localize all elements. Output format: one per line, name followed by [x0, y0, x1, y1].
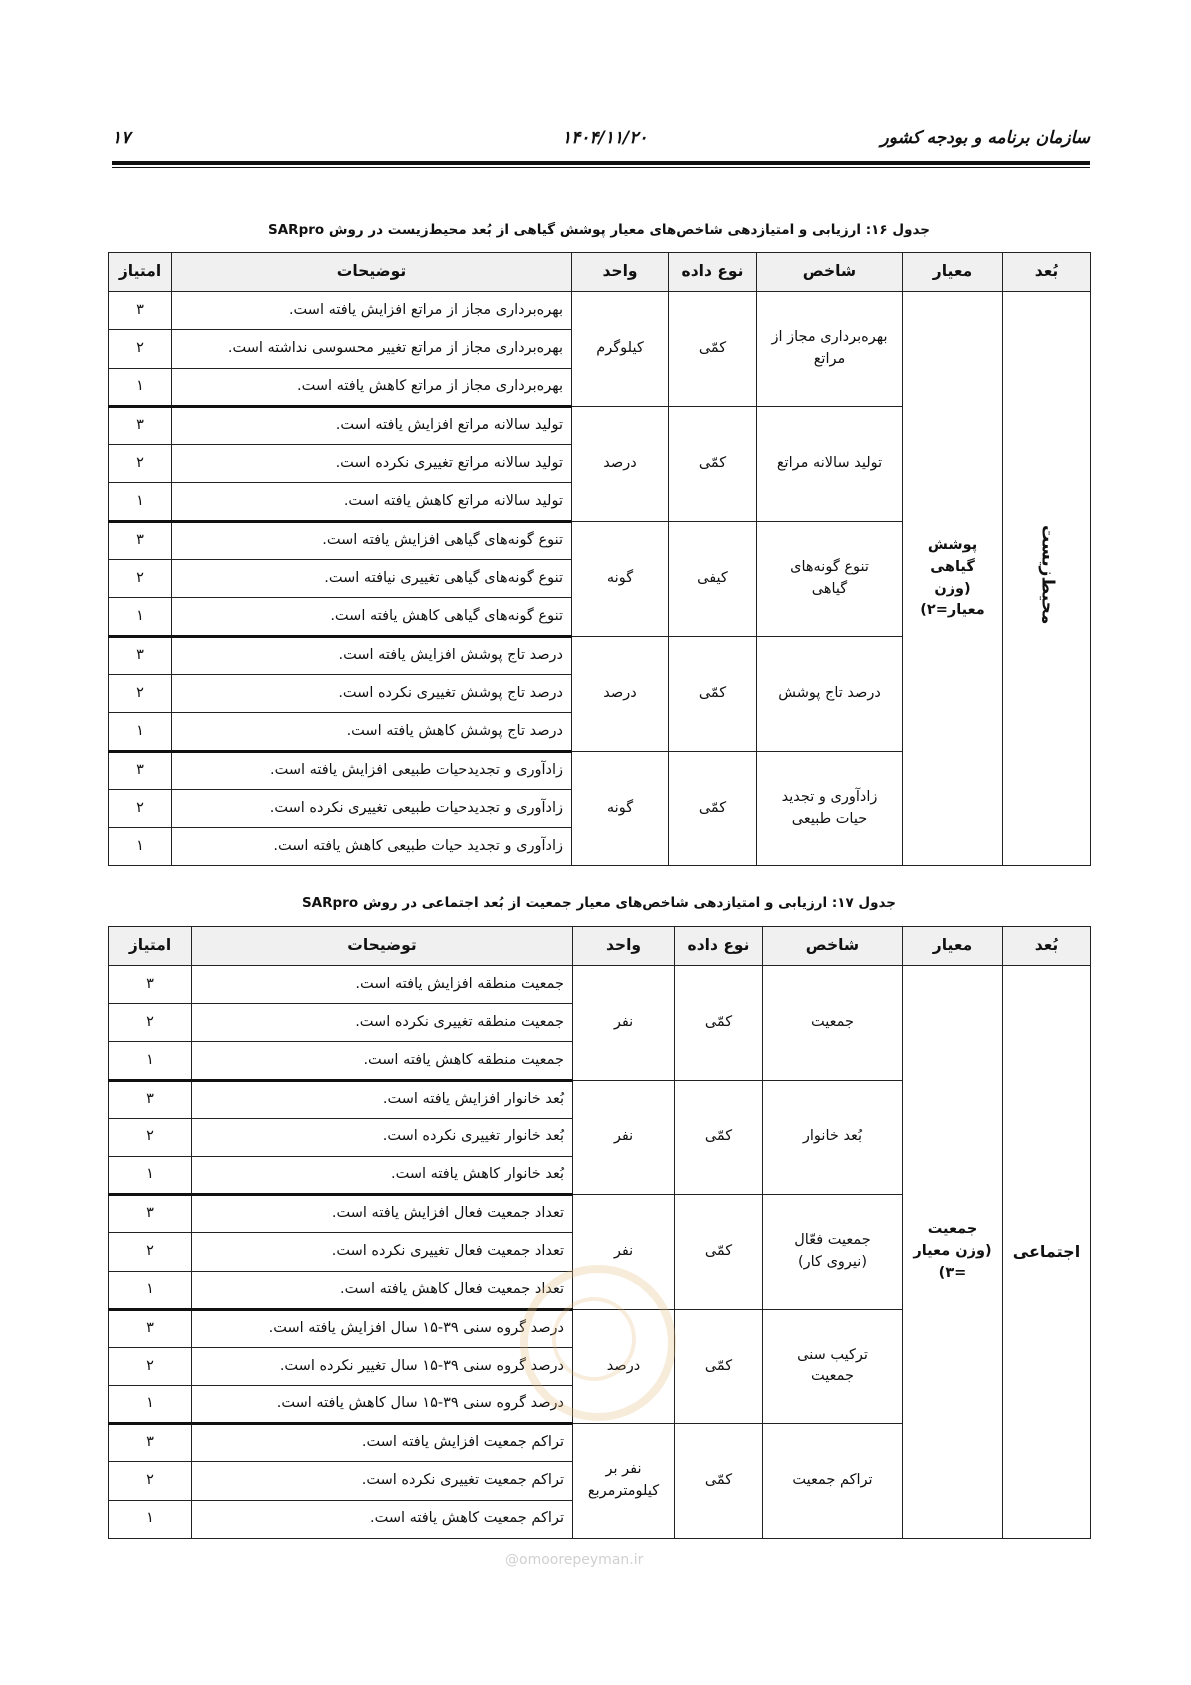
indicator-label: تولید سالانه مراتع: [776, 454, 883, 471]
indicator-label: (نیروی کار): [797, 1253, 867, 1270]
indicator-cell: [763, 1309, 903, 1424]
indicator-cell: [757, 292, 903, 407]
indicator-cell: [763, 1080, 903, 1195]
score-cell: ۱: [109, 1156, 192, 1194]
score-cell: ۲: [109, 1004, 192, 1042]
description-cell: تولید سالانه مراتع کاهش یافته است.: [172, 483, 572, 521]
col-header-criterion: معیار: [903, 253, 1003, 292]
unit-cell: نفر بر کیلومترمربع: [573, 1424, 675, 1539]
score-cell: ۳: [109, 1195, 192, 1233]
score-cell: ۲: [109, 789, 172, 827]
page-header: [112, 128, 1090, 158]
col-header-dimension: بُعد: [1003, 927, 1091, 966]
description-cell: بُعد خانوار کاهش یافته است.: [192, 1156, 573, 1194]
dimension-cell: [1003, 292, 1091, 866]
score-cell: ۱: [109, 1500, 192, 1538]
score-cell: ۱: [109, 1386, 192, 1424]
score-cell: ۲: [109, 1347, 192, 1385]
data-type-cell: کمّی: [675, 1195, 763, 1310]
criterion-label: پوشش: [927, 537, 978, 554]
col-header-description: توضیحات: [172, 253, 572, 292]
data-type-cell: کمّی: [675, 1080, 763, 1195]
description-cell: تنوع گونه‌های گیاهی افزایش یافته است.: [172, 521, 572, 559]
col-header-dimension: بُعد: [1003, 253, 1091, 292]
score-cell: ۲: [109, 330, 172, 368]
table16-caption: جدول ۱۶: ارزیابی و امتیازدهی شاخص‌های معیار پوشش گیاهی از بُعد محیط‌زیست در روش SARpro: [268, 222, 930, 238]
indicator-label: جمعیت فعّال: [794, 1232, 871, 1249]
col-header-score: امتیاز: [109, 927, 192, 966]
page-number: ۱۷: [112, 128, 131, 148]
indicator-label: حیات طبیعی: [791, 810, 868, 827]
score-cell: ۱: [109, 828, 172, 866]
indicator-label: بُعد خانوار: [802, 1128, 863, 1145]
description-cell: درصد گروه سنی ۳۹-۱۵ سال کاهش یافته است.: [192, 1386, 573, 1424]
score-cell: ۳: [109, 966, 192, 1004]
score-cell: ۳: [109, 521, 172, 559]
table16-header-row: [109, 253, 1091, 292]
data-type-cell: کمّی: [669, 406, 757, 521]
description-cell: بُعد خانوار افزایش یافته است.: [192, 1080, 573, 1118]
indicator-label: گیاهی: [811, 580, 848, 597]
description-cell: درصد تاج پوشش تغییری نکرده است.: [172, 674, 572, 712]
col-header-score: امتیاز: [109, 253, 172, 292]
score-cell: ۱: [109, 1271, 192, 1309]
indicator-label: جمعیت: [811, 1368, 854, 1385]
unit-cell: درصد: [573, 1309, 675, 1424]
watermark-url: @omoorepeyman.ir: [505, 1552, 644, 1568]
data-type-cell: کمّی: [669, 292, 757, 407]
indicator-cell: [757, 521, 903, 636]
table-row: [109, 292, 1091, 330]
indicator-cell: [757, 636, 903, 751]
indicator-cell: [757, 751, 903, 866]
unit-cell: کیلوگرم: [572, 292, 669, 407]
header-rule-thick: [112, 161, 1090, 165]
indicator-cell: [763, 1424, 903, 1539]
table17-caption: جدول ۱۷: ارزیابی و امتیازدهی شاخص‌های معیار جمعیت از بُعد اجتماعی در روش SARpro: [301, 895, 897, 911]
criterion-label: =۳): [938, 1264, 967, 1281]
col-header-unit: واحد: [572, 253, 669, 292]
table16: [108, 252, 1091, 866]
description-cell: بهره‌برداری مجاز از مراتع کاهش یافته است.: [172, 368, 572, 406]
table17: [108, 926, 1091, 1539]
indicator-label: درصد تاج پوشش: [778, 684, 881, 701]
document-date: ۱۴۰۴/۱۱/۲۰: [562, 128, 648, 148]
table17-header-row: [109, 927, 1091, 966]
description-cell: تعداد جمعیت فعال کاهش یافته است.: [192, 1271, 573, 1309]
unit-cell: درصد: [572, 406, 669, 521]
table-row: [109, 966, 1091, 1004]
description-cell: درصد تاج پوشش کاهش یافته است.: [172, 713, 572, 751]
description-cell: درصد گروه سنی ۳۹-۱۵ سال تغییر نکرده است.: [192, 1347, 573, 1385]
score-cell: ۱: [109, 368, 172, 406]
unit-cell: نفر: [573, 1195, 675, 1310]
unit-cell: نفر: [573, 966, 675, 1081]
score-cell: ۲: [109, 1118, 192, 1156]
description-cell: تعداد جمعیت فعال افزایش یافته است.: [192, 1195, 573, 1233]
dimension-label: اجتماعی: [1012, 1241, 1081, 1261]
data-type-cell: کیفی: [669, 521, 757, 636]
score-cell: ۳: [109, 751, 172, 789]
description-cell: تنوع گونه‌های گیاهی کاهش یافته است.: [172, 598, 572, 636]
indicator-cell: [763, 966, 903, 1081]
data-type-cell: کمّی: [669, 751, 757, 866]
criterion-cell: [903, 292, 1003, 866]
col-header-unit: واحد: [573, 927, 675, 966]
indicator-label: تراکم جمعیت: [792, 1472, 873, 1489]
col-header-criterion: معیار: [903, 927, 1003, 966]
score-cell: ۱: [109, 598, 172, 636]
description-cell: بهره‌برداری مجاز از مراتع افزایش یافته است.: [172, 292, 572, 330]
indicator-label: زادآوری و تجدید: [781, 788, 878, 805]
score-cell: ۳: [109, 636, 172, 674]
description-cell: تنوع گونه‌های گیاهی تغییری نیافته است.: [172, 560, 572, 598]
description-cell: زادآوری و تجدید حیات طبیعی کاهش یافته است.: [172, 828, 572, 866]
indicator-label: ترکیب سنی: [797, 1346, 868, 1363]
criterion-cell: [903, 966, 1003, 1539]
description-cell: درصد گروه سنی ۳۹-۱۵ سال افزایش یافته است.: [192, 1309, 573, 1347]
col-header-data-type: نوع داده: [669, 253, 757, 292]
data-type-cell: کمّی: [675, 1309, 763, 1424]
col-header-indicator: شاخص: [763, 927, 903, 966]
unit-cell: نفر: [573, 1080, 675, 1195]
criterion-label: معیار=۲): [920, 602, 985, 619]
score-cell: ۲: [109, 1233, 192, 1271]
data-type-cell: کمّی: [675, 966, 763, 1081]
data-type-cell: کمّی: [675, 1424, 763, 1539]
indicator-cell: [757, 406, 903, 521]
description-cell: تراکم جمعیت کاهش یافته است.: [192, 1500, 573, 1538]
indicator-label: مراتع: [813, 350, 846, 367]
organization-name: سازمان برنامه و بودجه کشور: [880, 128, 1090, 148]
data-type-cell: کمّی: [669, 636, 757, 751]
description-cell: زادآوری و تجدیدحیات طبیعی تغییری نکرده است.: [172, 789, 572, 827]
score-cell: ۲: [109, 560, 172, 598]
criterion-label: جمعیت: [927, 1221, 978, 1238]
dimension-cell: [1003, 966, 1091, 1539]
score-cell: ۳: [109, 292, 172, 330]
score-cell: ۱: [109, 483, 172, 521]
description-cell: جمعیت منطقه کاهش یافته است.: [192, 1042, 573, 1080]
score-cell: ۲: [109, 674, 172, 712]
score-cell: ۳: [109, 1309, 192, 1347]
indicator-label: تنوع گونه‌های: [790, 558, 869, 575]
col-header-description: توضیحات: [192, 927, 573, 966]
description-cell: تولید سالانه مراتع تغییری نکرده است.: [172, 445, 572, 483]
criterion-label: (وزن معیار: [913, 1243, 992, 1260]
unit-cell: درصد: [572, 636, 669, 751]
criterion-label: (وزن: [934, 580, 971, 597]
score-cell: ۳: [109, 1080, 192, 1118]
score-cell: ۱: [109, 713, 172, 751]
description-cell: زادآوری و تجدیدحیات طبیعی افزایش یافته است.: [172, 751, 572, 789]
description-cell: تولید سالانه مراتع افزایش یافته است.: [172, 406, 572, 444]
indicator-cell: [763, 1195, 903, 1310]
unit-cell: گونه: [572, 521, 669, 636]
score-cell: ۳: [109, 1424, 192, 1462]
description-cell: تراکم جمعیت افزایش یافته است.: [192, 1424, 573, 1462]
description-cell: تعداد جمعیت فعال تغییری نکرده است.: [192, 1233, 573, 1271]
score-cell: ۳: [109, 406, 172, 444]
col-header-indicator: شاخص: [757, 253, 903, 292]
description-cell: درصد تاج پوشش افزایش یافته است.: [172, 636, 572, 674]
description-cell: بُعد خانوار تغییری نکرده است.: [192, 1118, 573, 1156]
indicator-label: بهره‌برداری مجاز از: [771, 329, 888, 346]
dimension-label: محیط‌زیست: [1037, 525, 1058, 625]
description-cell: جمعیت منطقه افزایش یافته است.: [192, 966, 573, 1004]
score-cell: ۲: [109, 445, 172, 483]
unit-cell: گونه: [572, 751, 669, 866]
description-cell: جمعیت منطقه تغییری نکرده است.: [192, 1004, 573, 1042]
indicator-label: جمعیت: [811, 1013, 854, 1030]
header-rule-thin: [112, 167, 1090, 168]
col-header-data-type: نوع داده: [675, 927, 763, 966]
score-cell: ۱: [109, 1042, 192, 1080]
criterion-label: گیاهی: [930, 558, 975, 575]
description-cell: بهره‌برداری مجاز از مراتع تغییر محسوسی نداشته است.: [172, 330, 572, 368]
description-cell: تراکم جمعیت تغییری نکرده است.: [192, 1462, 573, 1500]
score-cell: ۲: [109, 1462, 192, 1500]
